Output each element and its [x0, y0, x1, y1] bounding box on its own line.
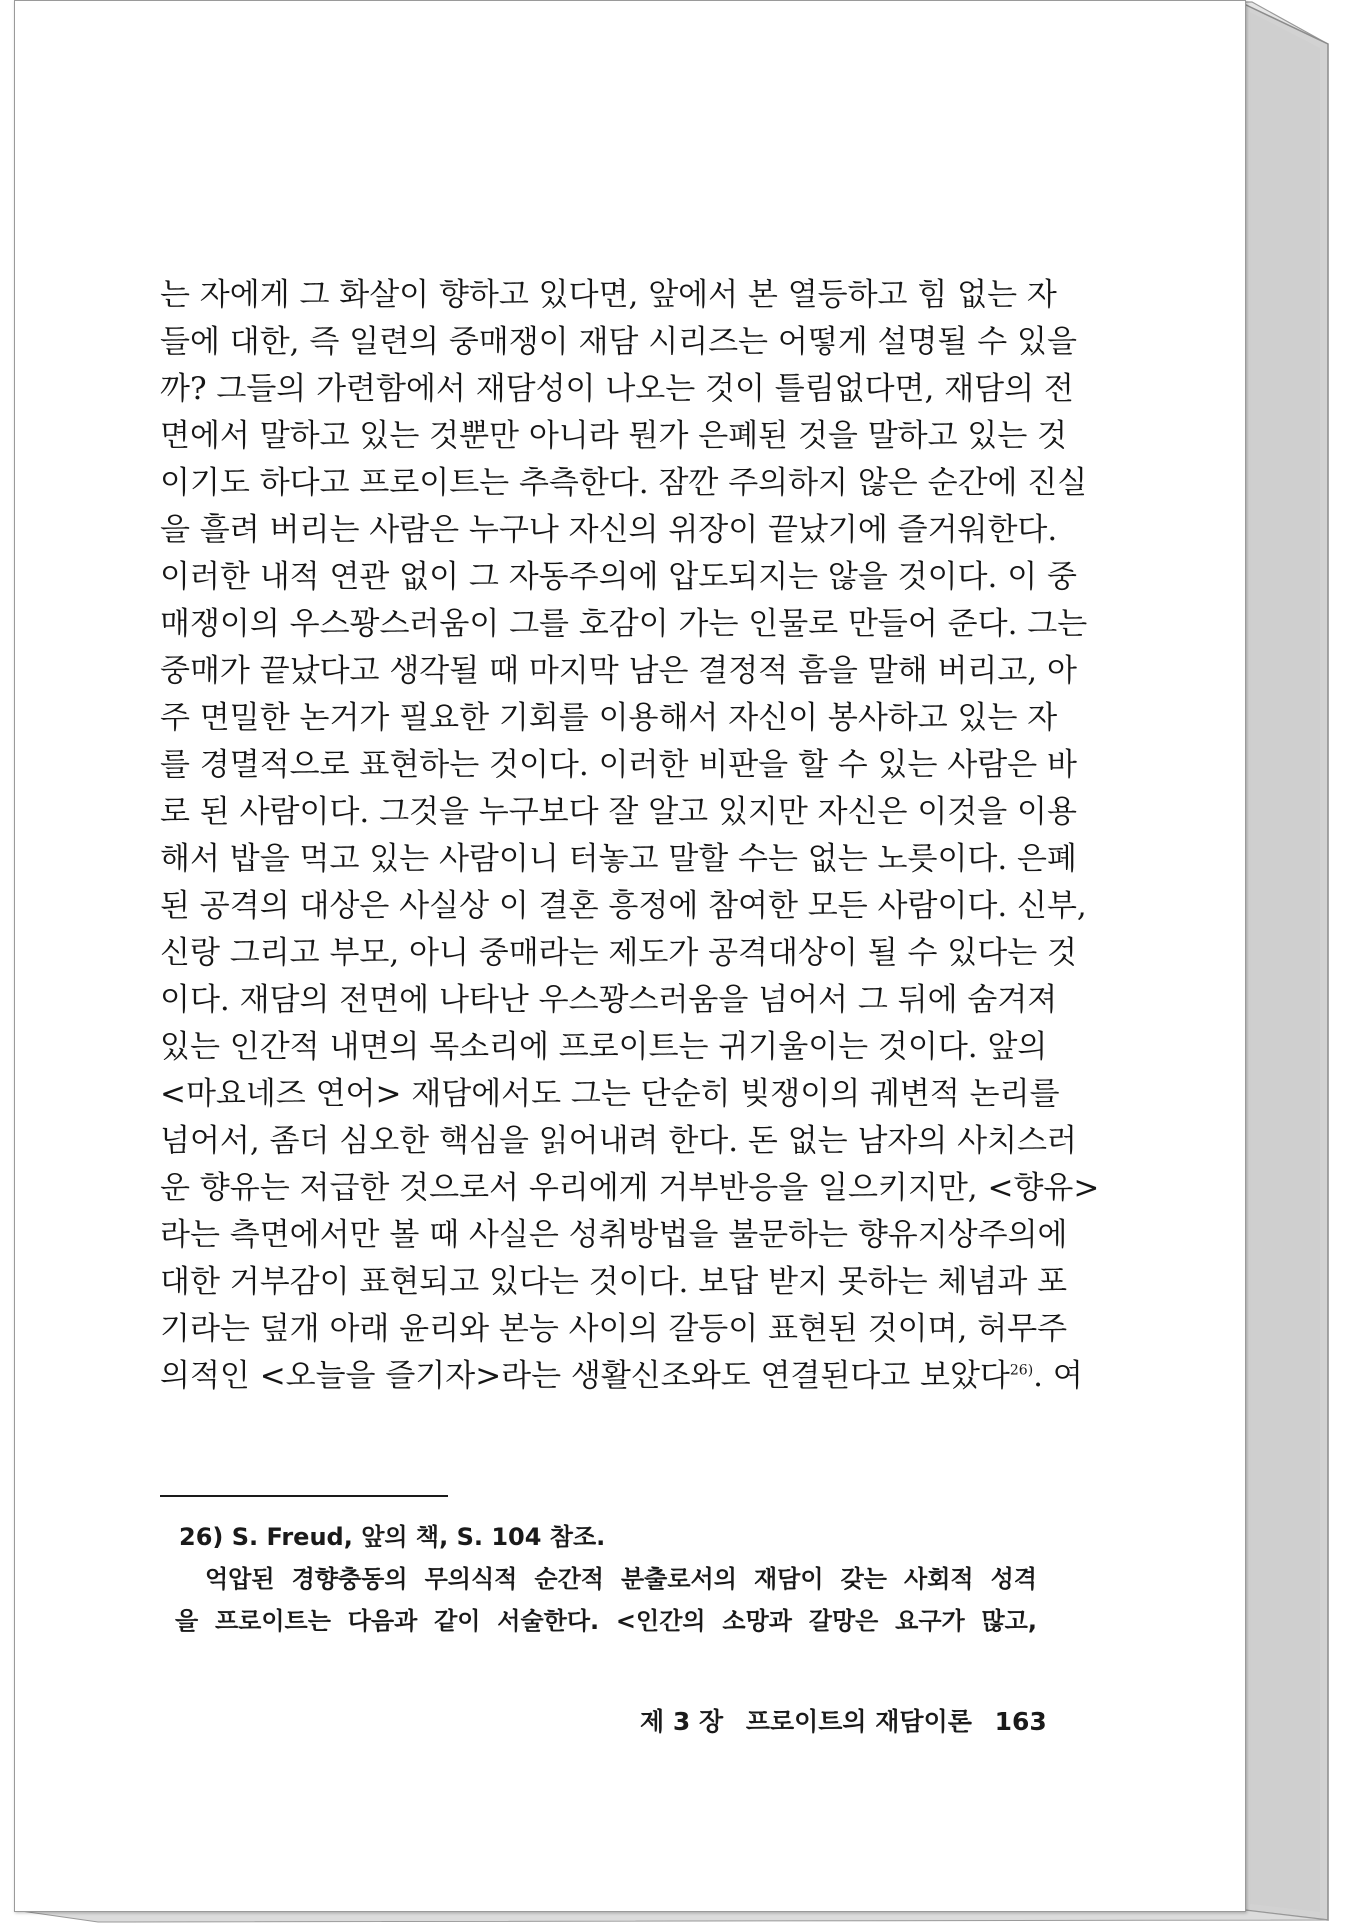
body-line: 을 흘려 버리는 사람은 누구나 자신의 위장이 끝났기에 즐거워한다. — [160, 512, 1058, 548]
body-line: 된 공격의 대상은 사실상 이 결혼 흥정에 참여한 모든 사람이다. 신부, — [160, 888, 1087, 924]
body-line: 중매가 끝났다고 생각될 때 마지막 남은 결정적 흠을 말해 버리고, 아 — [160, 653, 1077, 689]
footnote-rule — [160, 1495, 448, 1497]
page-number: 163 — [994, 1707, 1047, 1736]
body-line: 있는 인간적 내면의 목소리에 프로이트는 귀기울이는 것이다. 앞의 — [160, 1029, 1048, 1065]
body-line: 기라는 덮개 아래 윤리와 본능 사이의 갈등이 표현된 것이며, 허무주 — [160, 1311, 1068, 1347]
footnote-reference: 26) — [1009, 1362, 1034, 1379]
body-line: 운 향유는 저급한 것으로서 우리에게 거부반응을 일으키지만, <향유> — [160, 1170, 1100, 1206]
footnotes — [175, 1516, 1037, 1642]
body-line: 로 된 사람이다. 그것을 누구보다 잘 알고 있지만 자신은 이것을 이용 — [160, 794, 1077, 830]
body-line-text: . 여 — [1033, 1358, 1083, 1394]
body-line: 까? 그들의 가련함에서 재담성이 나오는 것이 틀림없다면, 재담의 전 — [160, 371, 1074, 407]
body-line: 이러한 내적 연관 없이 그 자동주의에 압도되지는 않을 것이다. 이 중 — [160, 559, 1077, 595]
body-line: 주 면밀한 논거가 필요한 기회를 이용해서 자신이 봉사하고 있는 자 — [160, 700, 1058, 736]
body-line: 대한 거부감이 표현되고 있다는 것이다. 보답 받지 못하는 체념과 포 — [160, 1264, 1068, 1300]
body-line-text: 의적인 <오늘을 즐기자>라는 생활신조와도 연결된다고 보았다 — [160, 1358, 1010, 1394]
body-text — [160, 272, 1100, 1400]
body-line: 라는 측면에서만 볼 때 사실은 성취방법을 불문하는 향유지상주의에 — [160, 1217, 1068, 1253]
body-line: 들에 대한, 즉 일련의 중매쟁이 재담 시리즈는 어떻게 설명될 수 있을 — [160, 324, 1077, 360]
body-line: 이다. 재담의 전면에 나타난 우스꽝스러움을 넘어서 그 뒤에 숨겨져 — [160, 982, 1058, 1018]
chapter-label: 제 3 장 — [640, 1707, 724, 1736]
chapter-title: 프로이트의 재담이론 — [745, 1707, 972, 1736]
running-footer — [640, 1702, 1047, 1738]
body-line: 면에서 말하고 있는 것뿐만 아니라 뭔가 은폐된 것을 말하고 있는 것 — [160, 418, 1068, 454]
body-line: 매쟁이의 우스꽝스러움이 그를 호감이 가는 인물로 만들어 준다. 그는 — [160, 606, 1088, 642]
footnote-line: 을 프로이트는 다음과 같이 서술한다. <인간의 소망과 갈망은 요구가 많고, — [175, 1607, 1037, 1635]
body-line: 신랑 그리고 부모, 아니 중매라는 제도가 공격대상이 될 수 있다는 것 — [160, 935, 1077, 971]
body-line — [160, 1353, 1083, 1400]
body-line: 를 경멸적으로 표현하는 것이다. 이러한 비판을 할 수 있는 사람은 바 — [160, 747, 1077, 783]
body-line: 해서 밥을 먹고 있는 사람이니 터놓고 말할 수는 없는 노릇이다. 은폐 — [160, 841, 1077, 877]
footnote-line: 26) S. Freud, 앞의 책, S. 104 참조. — [179, 1523, 606, 1551]
body-line: 이기도 하다고 프로이트는 추측한다. 잠깐 주의하지 않은 순간에 진실 — [160, 465, 1088, 501]
footnote-line: 억압된 경향충동의 무의식적 순간적 분출로서의 재담이 갖는 사회적 성격 — [205, 1565, 1037, 1593]
body-line: <마요네즈 연어> 재담에서도 그는 단순히 빚쟁이의 궤변적 논리를 — [160, 1076, 1060, 1112]
body-line: 는 자에게 그 화살이 향하고 있다면, 앞에서 본 열등하고 힘 없는 자 — [160, 277, 1057, 313]
body-line: 넘어서, 좀더 심오한 핵심을 읽어내려 한다. 돈 없는 남자의 사치스러 — [160, 1123, 1077, 1159]
